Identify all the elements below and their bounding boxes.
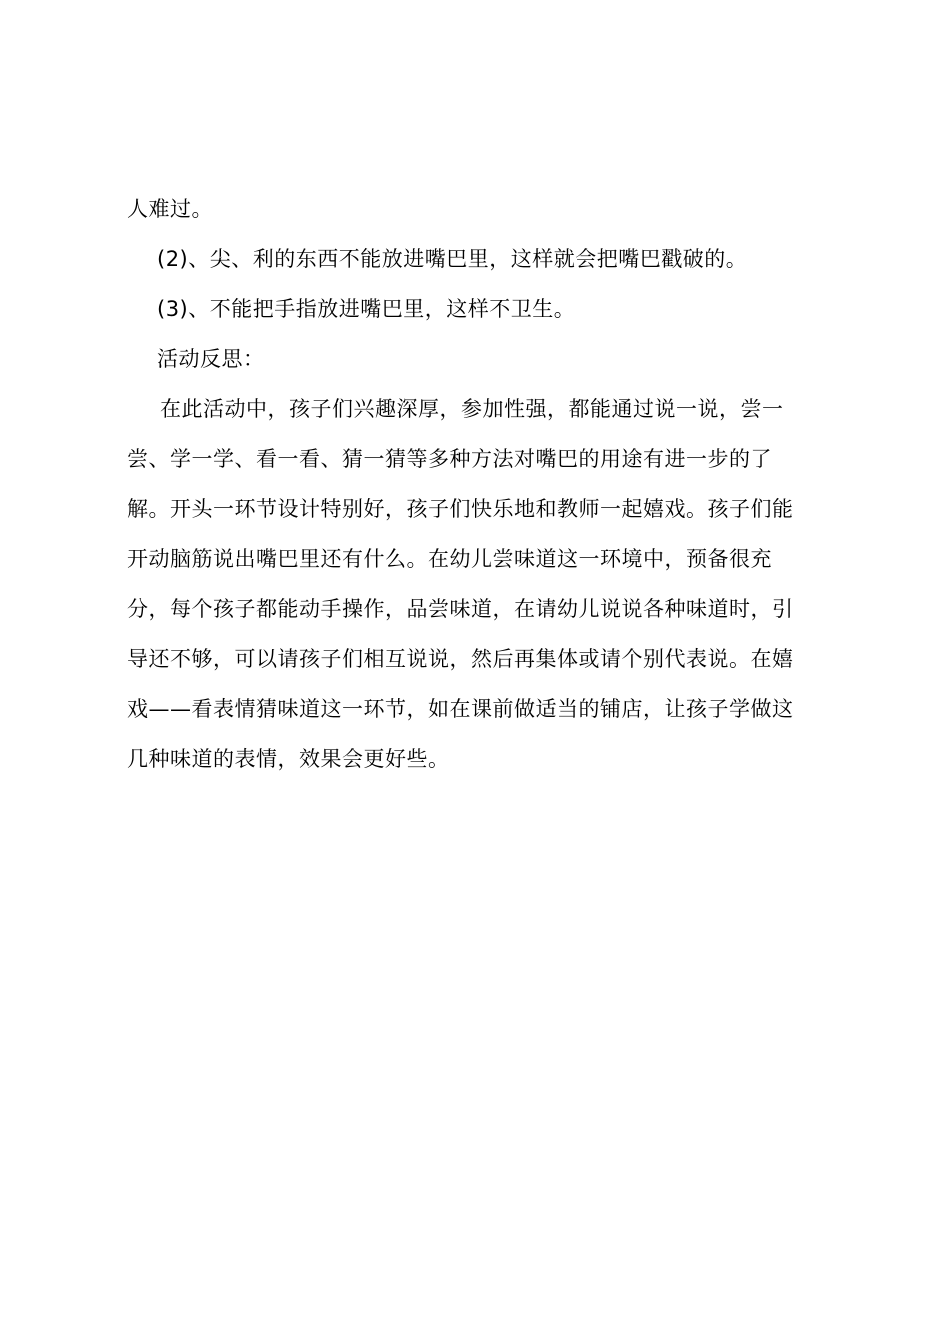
reflection-paragraph-line: 几种味道的表情，效果会更好些。 xyxy=(127,747,450,771)
reflection-paragraph-line: 开动脑筋说出嘴巴里还有什么。在幼儿尝味道这一环境中，预备很充 xyxy=(127,547,772,571)
section-heading-reflection: 活动反思： xyxy=(157,347,265,371)
list-item-2: (2)、尖、利的东西不能放进嘴巴里，这样就会把嘴巴戳破的。 xyxy=(157,247,748,271)
reflection-paragraph-line: 尝、学一学、看一看、猜一猜等多种方法对嘴巴的用途有进一步的了 xyxy=(127,447,772,471)
reflection-paragraph-line: 在此活动中，孩子们兴趣深厚，参加性强，都能通过说一说，尝一 xyxy=(160,397,784,421)
reflection-paragraph-line: 导还不够，可以请孩子们相互说说，然后再集体或请个别代表说。在嬉 xyxy=(127,647,794,671)
reflection-paragraph-line: 解。开头一环节设计特别好，孩子们快乐地和教师一起嬉戏。孩子们能 xyxy=(127,497,794,521)
list-item-3: (3)、不能把手指放进嘴巴里，这样不卫生。 xyxy=(157,297,576,321)
reflection-paragraph-line: 分，每个孩子都能动手操作，品尝味道，在请幼儿说说各种味道时，引 xyxy=(127,597,794,621)
text-line-continuation: 人难过。 xyxy=(127,197,213,221)
reflection-paragraph-line: 戏——看表情猜味道这一环节，如在课前做适当的铺店，让孩子学做这 xyxy=(127,697,794,721)
document-body xyxy=(127,184,833,784)
